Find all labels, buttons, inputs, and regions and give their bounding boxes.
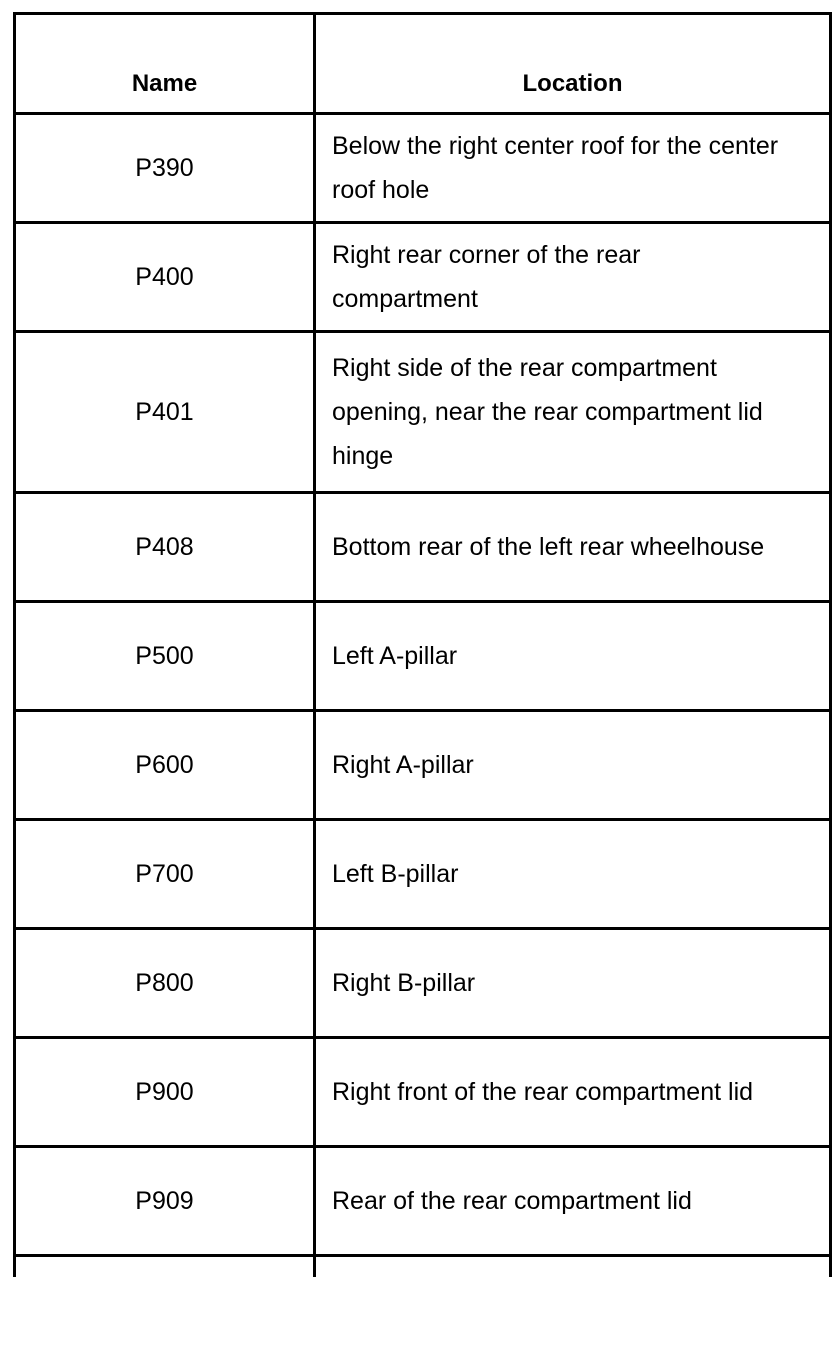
name-cell: P400 bbox=[15, 223, 315, 332]
location-table bbox=[13, 12, 832, 1277]
location-cell: Left A-pillar bbox=[315, 602, 831, 711]
name-cell-continuation bbox=[15, 1256, 315, 1278]
table-row bbox=[15, 929, 831, 1038]
table-row bbox=[15, 1038, 831, 1147]
name-cell: P408 bbox=[15, 493, 315, 602]
location-cell: Left B-pillar bbox=[315, 820, 831, 929]
table-row bbox=[15, 332, 831, 493]
table-row bbox=[15, 820, 831, 929]
name-cell: P500 bbox=[15, 602, 315, 711]
location-column-header: Location bbox=[315, 14, 831, 114]
table-row bbox=[15, 114, 831, 223]
name-cell: P401 bbox=[15, 332, 315, 493]
location-cell: Rear of the rear compartment lid bbox=[315, 1147, 831, 1256]
name-column-header: Name bbox=[15, 14, 315, 114]
location-cell: Bottom rear of the left rear wheelhouse bbox=[315, 493, 831, 602]
name-cell: P909 bbox=[15, 1147, 315, 1256]
name-cell: P700 bbox=[15, 820, 315, 929]
location-cell: Right B-pillar bbox=[315, 929, 831, 1038]
location-cell: Right A-pillar bbox=[315, 711, 831, 820]
table-row bbox=[15, 711, 831, 820]
location-table-container bbox=[13, 12, 829, 1277]
location-cell: Right side of the rear compartment opening, near the rear compartment lid hinge bbox=[315, 332, 831, 493]
name-cell: P390 bbox=[15, 114, 315, 223]
location-cell: Below the right center roof for the center roof hole bbox=[315, 114, 831, 223]
location-cell: Right front of the rear compartment lid bbox=[315, 1038, 831, 1147]
location-cell: Right rear corner of the rear compartment bbox=[315, 223, 831, 332]
table-row bbox=[15, 602, 831, 711]
name-cell: P900 bbox=[15, 1038, 315, 1147]
table-row-continuation bbox=[15, 1256, 831, 1278]
table-row bbox=[15, 493, 831, 602]
table-header-row bbox=[15, 14, 831, 114]
name-cell: P800 bbox=[15, 929, 315, 1038]
name-cell: P600 bbox=[15, 711, 315, 820]
location-cell-continuation bbox=[315, 1256, 831, 1278]
table-row bbox=[15, 1147, 831, 1256]
table-row bbox=[15, 223, 831, 332]
